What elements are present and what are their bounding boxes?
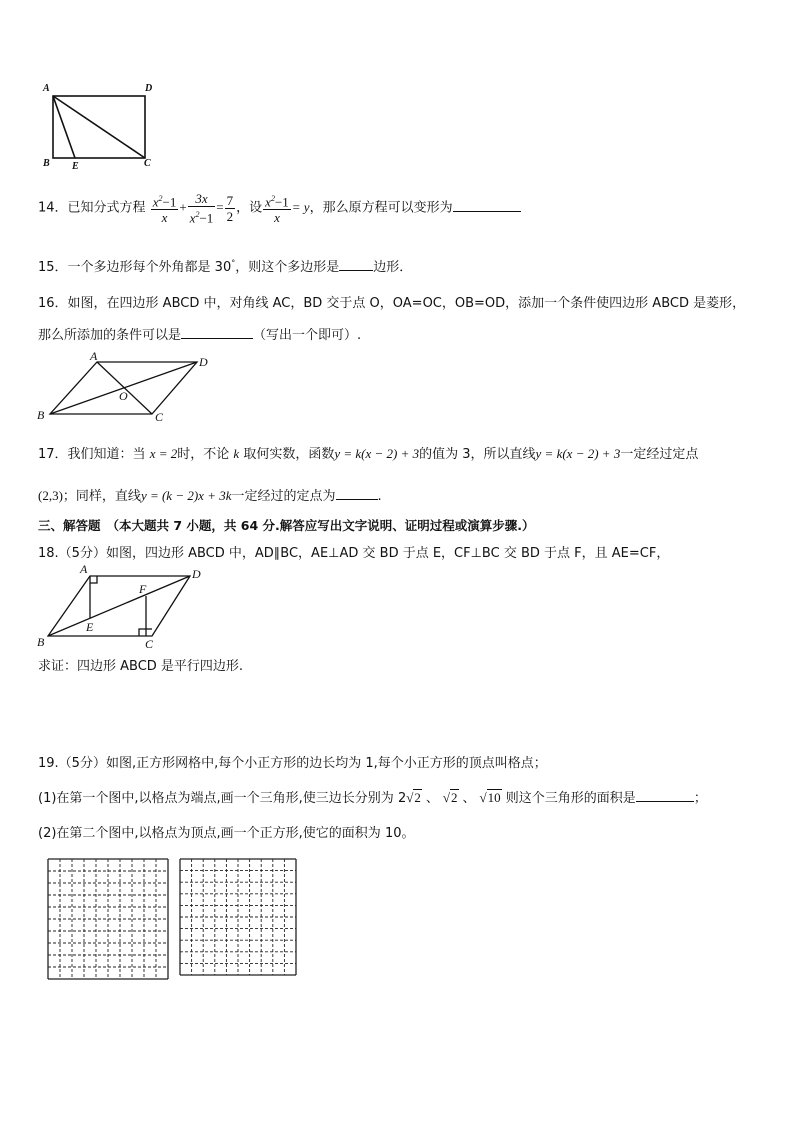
q17-l1-k: k: [233, 446, 240, 461]
q14-f3-den: 2: [226, 208, 234, 224]
q16-line-2-b: （写出一个即可）.: [253, 328, 362, 343]
q17-l1-d: 的值为 3，所以直线: [419, 447, 536, 462]
q19-p1-c: ；: [693, 791, 707, 806]
q17-l1-e: 一定经过定点: [620, 447, 699, 462]
label-b: B: [43, 158, 50, 169]
q17-l1-f1: y = k(x − 2) + 3: [334, 446, 420, 461]
q14-number: 14．: [38, 200, 68, 216]
q14-f2-den-a: x: [189, 210, 196, 226]
q14-suffix: ，那么原方程可以变形为: [309, 200, 453, 216]
q14-f1-num-tail: −1: [162, 194, 177, 210]
q19-sqrt-3: √10: [479, 790, 501, 805]
q14-f4-num: x: [265, 194, 271, 210]
grid-figure-2[interactable]: [178, 857, 300, 979]
q19-part-2: (2)在第二个图中,以格点为顶点,画一个正方形,使它的面积为 10。: [38, 826, 415, 841]
q14-f2-num: 3x: [188, 191, 216, 207]
q14-fraction-4: $\frac{x^2-1}{x}$: [263, 191, 291, 225]
q16-line-1: 16．如图，在四边形 ABCD 中，对角线 AC，BD 交于点 O，OA=OC，OB=OD，添加一个条件使四边形 ABCD 是菱形，: [38, 296, 746, 311]
q16-line-2-a: 那么所添加的条件可以是: [38, 328, 182, 343]
q14-prefix: 已知分式方程: [67, 200, 146, 216]
q18-stem: 18.（5分）如图，四边形 ABCD 中，AD∥BC，AE⊥AD 交 BD 于点 E，CF⊥BC 交 BD 于点 F，且 AE=CF，: [38, 546, 670, 561]
section-3-note: （本大题共 7 小题，共 64 分.解答应写出文字说明、证明过程或演算步骤.）: [106, 518, 535, 533]
q17-l1-a: 17．我们知道：当: [38, 447, 146, 462]
q16-label-a: A: [90, 349, 98, 363]
section-3-title: 三、解答题: [38, 518, 101, 533]
q14-fraction-1: $\frac{x^2-1}{x}$: [151, 191, 179, 225]
q19-sep-1: 、: [425, 791, 439, 806]
q15-degree: °: [231, 258, 236, 268]
q14-equals-y: = y: [291, 199, 310, 215]
q17-l1-b: 时，不论: [177, 447, 230, 462]
q17-l1-x2: x = 2: [149, 446, 178, 461]
q19-p1-a: (1)在第一个图中,以格点为端点,画一个三角形,使三边长分别为 2: [38, 791, 407, 806]
q14-plus: +: [179, 199, 187, 215]
q17-l2-a: ；同样，直线: [62, 489, 141, 504]
q19-sep-2: 、: [462, 791, 476, 806]
q19-rad-1: 2: [414, 790, 421, 805]
label-e: E: [72, 161, 79, 172]
q14-f1-den: x: [161, 210, 168, 226]
q16-label-o: O: [119, 389, 128, 403]
q17-l2-point: (2,3): [38, 488, 63, 503]
q14-f4-den: x: [274, 210, 280, 226]
q19-rad-3: 10: [487, 790, 501, 805]
q19-part-1: [38, 787, 707, 806]
label-d: D: [145, 83, 153, 94]
q17-l2-f: y = (k − 2)x + 3k: [140, 488, 232, 503]
label-c: C: [144, 158, 151, 169]
q15-text-b: ，则这个多边形是: [235, 260, 340, 275]
q17-l2-b: 一定经过的定点为: [231, 489, 336, 504]
q18-label-c: C: [145, 637, 154, 651]
q15-text-a: 15．一个多边形每个外角都是 30: [38, 260, 232, 275]
q19-stem: 19.（5分）如图,正方形网格中,每个小正方形的边长均为 1,每个小正方形的顶点叫格点；: [38, 756, 547, 771]
q18-label-d: D: [192, 567, 201, 581]
q17-l1-f2: y = k(x − 2) + 3: [535, 446, 621, 461]
q14-equals: =: [216, 199, 224, 215]
grid-figure-1[interactable]: [45, 857, 171, 979]
q19-sqrt-1: √2: [406, 790, 421, 805]
q14-fraction-2: $\frac{3x}{x^2-1}$: [189, 191, 214, 226]
q14-mid: ，设: [236, 200, 263, 216]
q18-label-b: B: [37, 635, 45, 649]
q18-prove: 求证：四边形 ABCD 是平行四边形.: [38, 659, 244, 674]
q14-f4-num-tail: −1: [274, 194, 289, 210]
q16-label-d: D: [199, 355, 208, 369]
q19-p1-b: 则这个三角形的面积是: [501, 791, 636, 806]
q19-answer-blank[interactable]: [636, 789, 694, 802]
q14-f1-num: x: [152, 194, 159, 210]
q14-f3-num: 7: [226, 192, 234, 208]
q18-label-e: E: [86, 620, 94, 634]
q19-sqrt-2: √2: [442, 790, 458, 805]
q18-label-f: F: [139, 582, 147, 596]
q19-rad-2: 2: [451, 790, 458, 805]
q18-label-a: A: [80, 562, 88, 576]
q17-l1-c: 取何实数，函数: [243, 447, 335, 462]
q16-label-b: B: [37, 408, 45, 422]
q14-f2-den-b: −1: [199, 210, 214, 226]
q16-label-c: C: [155, 410, 164, 424]
q15-text-c: 边形．: [373, 260, 413, 275]
q17-l2-c: .: [377, 489, 382, 504]
label-a: A: [43, 83, 50, 94]
